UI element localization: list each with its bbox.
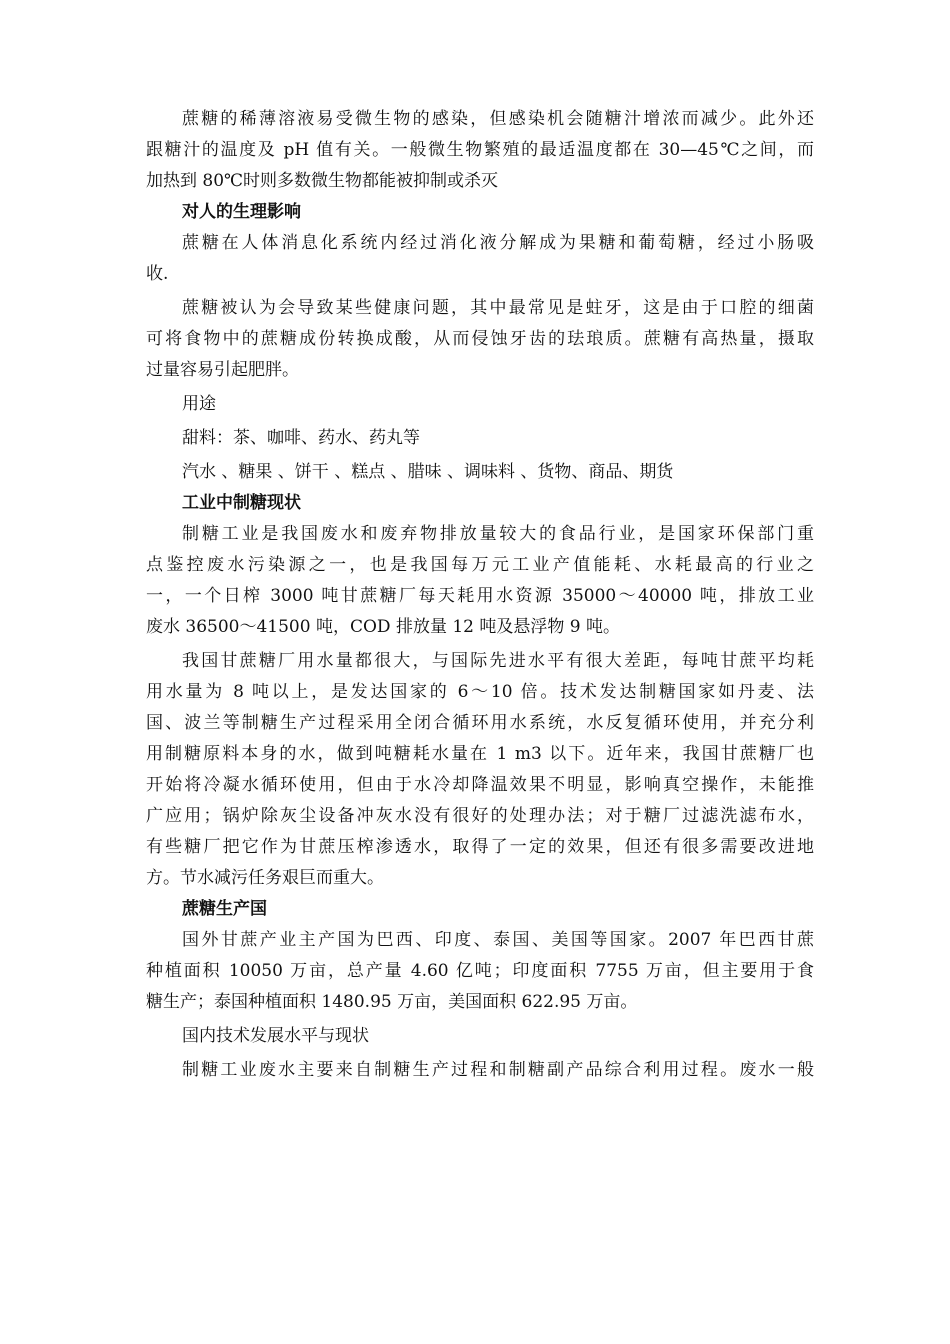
text-line: 可将食物中的蔗糖成份转换成酸，从而侵蚀牙齿的珐琅质。蔗糖有高热量，摄取 (146, 329, 814, 349)
text-line: 国、波兰等制糖生产过程采用全闭合循环用水系统，水反复循环使用，并充分利 (146, 713, 814, 733)
paragraph-industry (146, 519, 814, 643)
text-line: 蔗糖的稀薄溶液易受微生物的感染，但感染机会随糖汁增浓而减少。此外还 (182, 109, 814, 129)
text-line: 过量容易引起肥胖。 (146, 360, 299, 380)
text-line: 种植面积 10050 万亩，总产量 4.60 亿吨；印度面积 7755 万亩，但主要用于食 (146, 961, 814, 981)
text-line: 用制糖原料本身的水，做到吨糖耗水量在 1 m3 以下。近年来，我国甘蔗糖厂也 (146, 744, 814, 764)
text-line: 加热到 80℃时则多数微生物都能被抑制或杀灭 (146, 171, 499, 191)
text-line: 废水 36500～41500 吨，COD 排放量 12 吨及悬浮物 9 吨。 (146, 617, 621, 637)
text-line: 蔗糖被认为会导致某些健康问题，其中最常见是蛀牙，这是由于口腔的细菌 (182, 298, 814, 318)
section-heading-physiology: 对人的生理影响 (182, 202, 301, 222)
paragraph-water-usage (146, 646, 814, 894)
text-line: 有些糖厂把它作为甘蔗压榨渗透水，取得了一定的效果，但还有很多需要改进地 (146, 837, 814, 857)
paragraph-producers (146, 925, 814, 1018)
paragraph-health (146, 293, 814, 386)
text-line: 跟糖汁的温度及 pH 值有关。一般微生物繁殖的最适温度都在 30—45℃之间，而 (146, 140, 814, 160)
text-line: 一，一个日榨 3000 吨甘蔗糖厂每天耗用水资源 35000～40000 吨，排放工业 (146, 586, 814, 606)
text-line: 制糖工业是我国废水和废弃物排放量较大的食品行业，是国家环保部门重 (182, 524, 814, 544)
paragraph-digestion (146, 228, 814, 290)
text-line: 开始将冷凝水循环使用，但由于水冷却降温效果不明显，影响真空操作，未能推 (146, 775, 814, 795)
text-line: 方。节水减污任务艰巨而重大。 (146, 868, 384, 888)
text-line: 糖生产；泰国种植面积 1480.95 万亩，美国面积 622.95 万亩。 (146, 992, 638, 1012)
section-heading-producers: 蔗糖生产国 (182, 899, 267, 919)
text-line: 广应用；锅炉除灰尘设备冲灰水没有很好的处理办法；对于糖厂过滤洗滤布水， (146, 806, 814, 826)
text-line: 蔗糖在人体消息化系统内经过消化液分解成为果糖和葡萄糖，经过小肠吸 (182, 233, 814, 253)
paragraph-wastewater: 制糖工业废水主要来自制糖生产过程和制糖副产品综合利用过程。废水一般 (182, 1060, 814, 1080)
text-line: 我国甘蔗糖厂用水量都很大，与国际先进水平有很大差距，每吨甘蔗平均耗 (182, 651, 814, 671)
paragraph-sweeteners: 甜料：茶、咖啡、药水、药丸等 (182, 428, 420, 448)
section-heading-industry: 工业中制糖现状 (182, 493, 301, 513)
document-page (146, 104, 814, 1086)
text-line: 点鉴控废水污染源之一，也是我国每万元工业产值能耗、水耗最高的行业之 (146, 555, 814, 575)
text-line: 用水量为 8 吨以上，是发达国家的 6～10 倍。技术发达制糖国家如丹麦、法 (146, 682, 814, 702)
section-heading-uses: 用途 (182, 394, 216, 414)
text-line: 收. (146, 264, 169, 284)
paragraph-microbial (146, 104, 814, 197)
section-heading-domestic: 国内技术发展水平与现状 (182, 1026, 369, 1046)
paragraph-products: 汽水 、糖果 、饼干 、糕点 、腊味 、调味料 、货物、商品、期货 (182, 462, 674, 482)
text-line: 国外甘蔗产业主产国为巴西、印度、泰国、美国等国家。2007 年巴西甘蔗 (182, 930, 814, 950)
